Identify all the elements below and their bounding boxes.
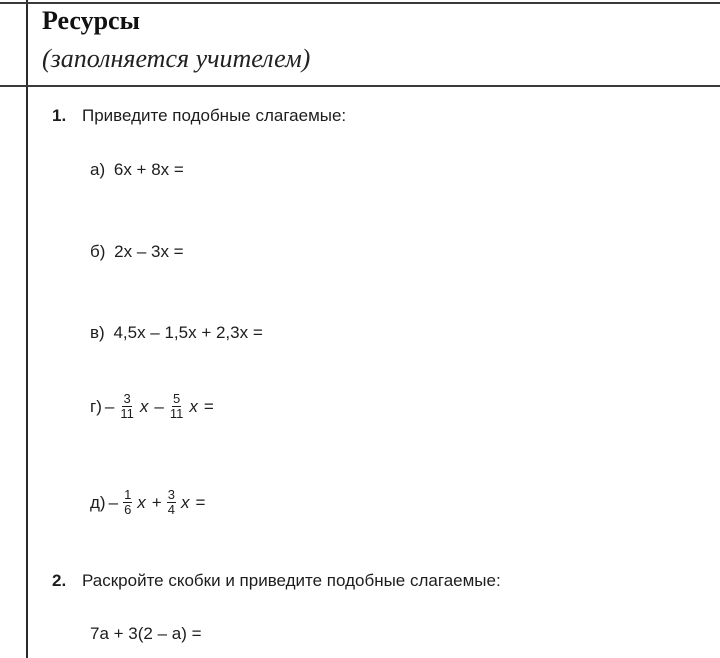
task-1e-label: д) — [90, 492, 106, 512]
task-1d-variable-2: x — [189, 396, 198, 416]
task-1-prompt: Приведите подобные слагаемые: — [82, 106, 347, 125]
fraction-denominator: 11 — [169, 406, 184, 421]
task-1e-variable-1: x — [137, 492, 146, 512]
task-1-heading — [52, 106, 346, 126]
task-1b-expression: 2x – 3x = — [114, 242, 184, 261]
resources-subtitle: (заполняется учителем) — [42, 44, 311, 73]
fraction-numerator: 5 — [172, 391, 181, 406]
task-1c-label: в) — [90, 323, 105, 342]
resources-title: Ресурсы — [42, 6, 140, 35]
task-1d-label: г) — [90, 396, 102, 416]
table-left-border — [26, 0, 28, 658]
task-1d-variable-1: x — [139, 396, 149, 416]
task-1e-sign-1: – — [108, 492, 119, 512]
task-2-expression: 7a + 3(2 – a) = — [90, 624, 202, 643]
task-1-number: 1. — [52, 106, 67, 125]
task-1a — [90, 160, 184, 180]
task-1e-fraction-1 — [123, 488, 132, 517]
task-2-number: 2. — [52, 571, 67, 590]
fraction-denominator: 11 — [120, 406, 134, 421]
table-top-border — [0, 2, 720, 4]
task-1e-sign-2: + — [151, 492, 162, 512]
fraction-numerator: 3 — [167, 487, 175, 502]
task-1b — [90, 242, 184, 262]
task-1d-fraction-1 — [119, 392, 135, 421]
fraction-denominator: 4 — [167, 502, 175, 517]
fraction-numerator: 3 — [123, 391, 131, 406]
task-1e-variable-2: x — [180, 492, 190, 512]
task-1d — [90, 392, 217, 421]
task-1e — [90, 488, 208, 517]
table-row-divider — [0, 85, 720, 87]
task-1c — [90, 323, 263, 343]
task-1e-fraction-2 — [167, 488, 176, 517]
task-1d-fraction-2 — [169, 392, 185, 421]
task-2-prompt: Раскройте скобки и приведите подобные слагаемые: — [82, 571, 501, 590]
task-2-expression-row — [90, 624, 202, 644]
task-1a-expression: 6x + 8x = — [113, 160, 184, 179]
task-1b-label: б) — [90, 242, 106, 261]
task-1e-equals: = — [195, 492, 206, 512]
task-1d-sign-1: – — [104, 396, 115, 416]
task-1a-label: а) — [90, 160, 106, 179]
task-1d-equals: = — [203, 396, 214, 416]
fraction-denominator: 6 — [124, 502, 132, 517]
fraction-numerator: 1 — [124, 487, 132, 502]
task-1c-expression: 4,5x – 1,5x + 2,3x = — [113, 323, 263, 342]
task-2-heading — [52, 571, 501, 591]
task-1d-sign-2: – — [154, 396, 164, 416]
